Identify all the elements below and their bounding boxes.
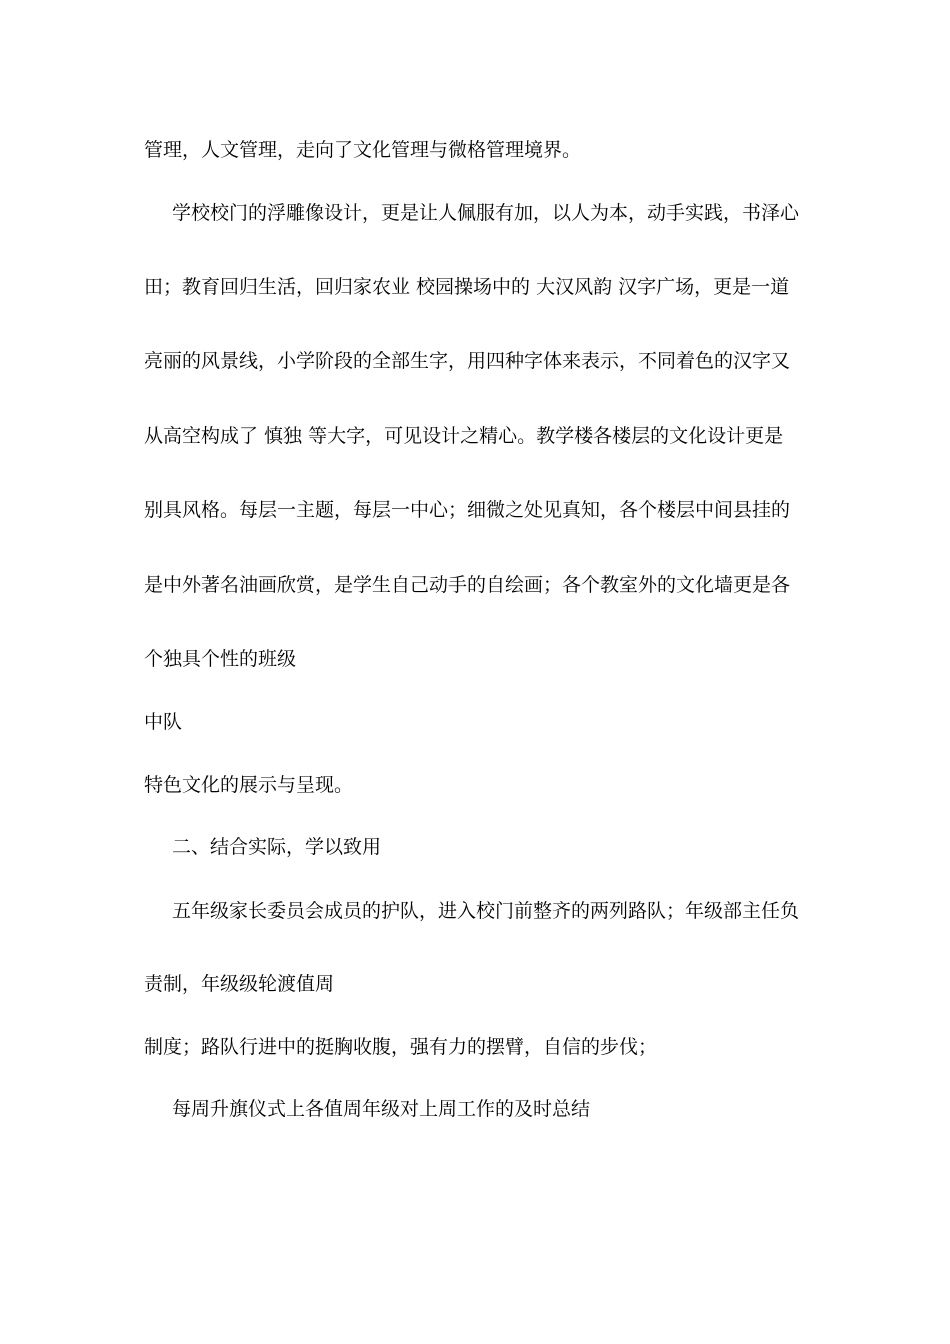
text-line: 管理，人文管理，走向了文化管理与微格管理境界。 (144, 139, 582, 161)
text-line: 是中外著名油画欣赏，是学生自己动手的自绘画；各个教室外的文化墙更是各 (144, 574, 791, 596)
paragraph-start-line: 每周升旗仪式上各值周年级对上周工作的及时总结 (172, 1098, 591, 1120)
text-line: 个独具个性的班级 (144, 648, 297, 670)
text-line: 亮丽的风景线，小学阶段的全部生字，用四种字体来表示，不同着色的汉字又 (144, 350, 791, 372)
text-line: 中队 (144, 711, 183, 733)
text-line: 制度；路队行进中的挺胸收腹，强有力的摆臂，自信的步伐； (144, 1036, 658, 1058)
text-line: 特色文化的展示与呈现。 (144, 774, 354, 796)
paragraph-start-line: 学校校门的浮雕像设计，更是让人佩服有加，以人为本，动手实践，书泽心 (172, 202, 800, 224)
paragraph-start-line: 五年级家长委员会成员的护队，进入校门前整齐的两列路队；年级部主任负 (172, 900, 800, 922)
text-line: 从高空构成了 慎独 等大字，可见设计之精心。教学楼各楼层的文化设计更是 (144, 425, 784, 447)
section-heading: 二、结合实际，学以致用 (172, 836, 382, 858)
text-line: 别具风格。每层一主题，每层一中心；细微之处见真知，各个楼层中间县挂的 (144, 499, 791, 521)
text-line: 田；教育回归生活，回归家农业 校园操场中的 大汉风韵 汉字广场，更是一道 (144, 276, 790, 298)
text-line: 责制，年级级轮渡值周 (144, 973, 335, 995)
